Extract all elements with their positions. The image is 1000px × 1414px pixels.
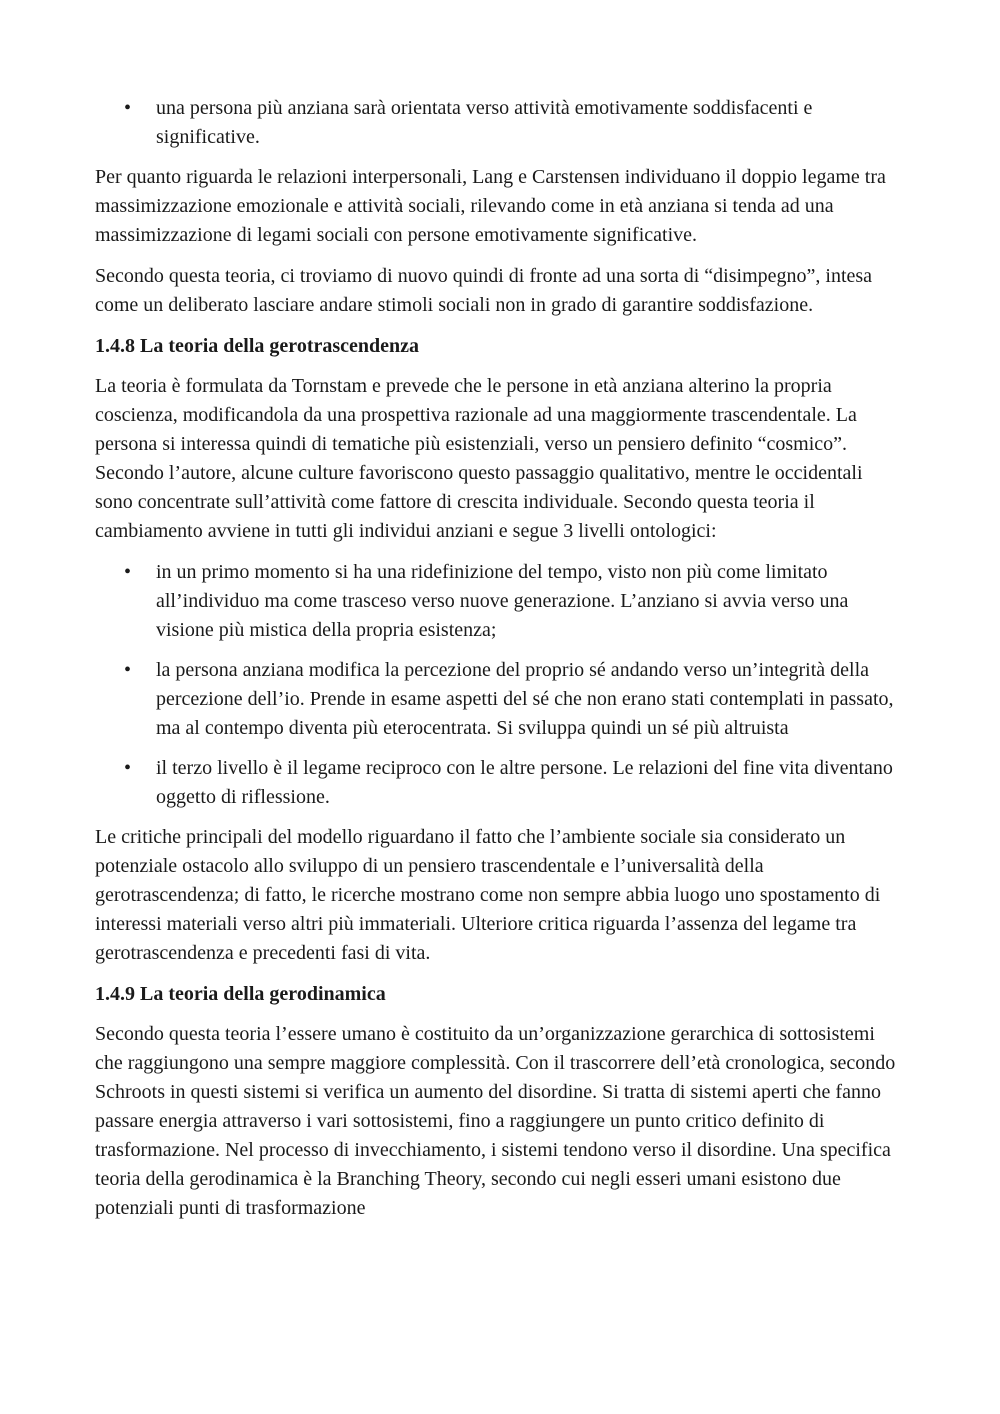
section-heading-149: 1.4.9 La teoria della gerodinamica [95, 983, 386, 1005]
document-page [95, 94, 905, 1235]
list-item-text: il terzo livello è il legame reciproco con le altre persone. Le relazioni del fine vita diventano oggetto di riflessione. [156, 757, 893, 808]
bullet-icon: • [124, 757, 132, 779]
paragraph-critiche: Le critiche principali del modello riguardano il fatto che l’ambiente sociale sia considerato un potenziale ostacolo allo sviluppo di un pensiero trascendentale e l’universalità della gerotrascendenza; di fatto, le ricerche mostrano come non sempre abbia luogo uno spostamento di interessi materiali verso altri più immateriali. Ulteriore critica riguarda l’assenza del legame tra gerotrascendenza e precedenti fasi di vita. [95, 826, 881, 964]
bullet-icon: • [124, 561, 132, 583]
list-item-text: la persona anziana modifica la percezione del proprio sé andando verso un’integrità della percezione dell’io. Prende in esame aspetti del sé che non erano stati contemplati in passato, ma al contempo diventa più eterocentrata. Si sviluppa quindi un sé più altruista [156, 659, 894, 739]
paragraph-gerodinamica-intro: Secondo questa teoria l’essere umano è costituito da un’organizzazione gerarchica di sottosistemi che raggiungono una sempre maggiore complessità. Con il trascorrere dell’età cronologica, secondo Schroots in questi sistemi si verifica un aumento del disordine. Si tratta di sistemi aperti che fanno passare energia attraverso i vari sottosistemi, fino a raggiungere un punto critico definito di trasformazione. Nel processo di invecchiamento, i sistemi tendono verso il disordine. Una specifica teoria della gerodinamica è la Branching Theory, secondo cui negli esseri umani esistono due potenziali punti di trasformazione [95, 1023, 896, 1219]
intro-bullet-list [95, 94, 905, 152]
paragraph-disimpegno: Secondo questa teoria, ci troviamo di nuovo quindi di fronte ad una sorta di “disimpegno”, intesa come un deliberato lasciare andare stimoli sociali non in grado di garantire soddisfazione. [95, 265, 873, 316]
section-heading-148: 1.4.8 La teoria della gerotrascendenza [95, 335, 420, 357]
list-item [95, 558, 905, 645]
list-item-text: in un primo momento si ha una ridefinizione del tempo, visto non più come limitato all’individuo ma come trasceso verso nuove generazione. L’anziano si avvia verso una visione più mistica della propria esistenza; [156, 561, 849, 641]
paragraph-gerotrascendenza-intro: La teoria è formulata da Tornstam e prevede che le persone in età anziana alterino la propria coscienza, modificandola da una prospettiva razionale ad una maggiormente trascendentale. La persona si interessa quindi di tematiche più esistenziali, verso un pensiero definito “cosmico”. Secondo l’autore, alcune culture favoriscono questo passaggio qualitativo, mentre le occidentali sono concentrate sull’attività come fattore di crescita individuale. Secondo questa teoria il cambiamento avviene in tutti gli individui anziani e segue 3 livelli ontologici: [95, 375, 863, 542]
paragraph-relazioni: Per quanto riguarda le relazioni interpersonali, Lang e Carstensen individuano il doppio legame tra massimizzazione emozionale e attività sociali, rilevando come in età anziana si tenda ad una massimizzazione di legami sociali con persone emotivamente significative. [95, 166, 886, 246]
bullet-icon: • [124, 97, 132, 119]
list-item [95, 94, 905, 152]
list-item-text: una persona più anziana sarà orientata verso attività emotivamente soddisfacenti e significative. [156, 97, 813, 148]
bullet-icon: • [124, 659, 132, 681]
list-item [95, 656, 905, 743]
levels-bullet-list [95, 558, 905, 812]
list-item [95, 754, 905, 812]
